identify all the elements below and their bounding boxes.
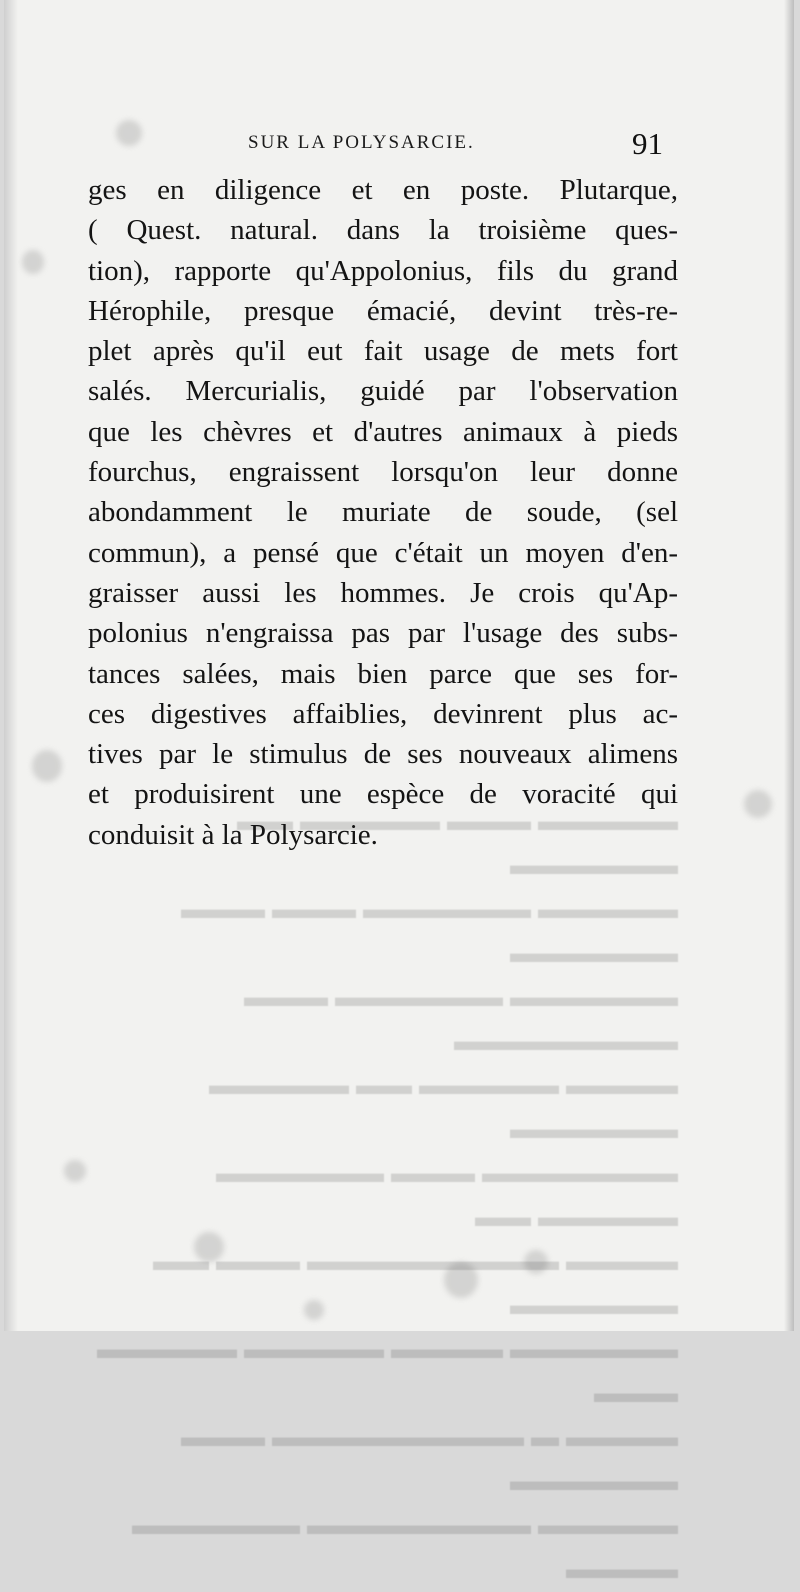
text-line: commun), a pensé que c'était un moyen d'en- xyxy=(88,536,678,569)
text-line: conduisit à la Polysarcie. xyxy=(88,818,378,851)
foxing-spot xyxy=(32,750,62,782)
text-line: abondamment le muriate de soude, (sel xyxy=(88,496,678,529)
text-line: tances salées, mais bien parce que ses for- xyxy=(88,657,678,690)
page-right-shadow xyxy=(784,0,794,1331)
text-line: tives par le stimulus de ses nouveaux alimens xyxy=(88,738,678,771)
foxing-spot xyxy=(524,1250,548,1274)
text-line: plet après qu'il eut fait usage de mets fort xyxy=(88,335,678,368)
page-left-shadow xyxy=(4,0,18,1331)
foxing-spot xyxy=(744,790,772,818)
foxing-spot xyxy=(304,1300,324,1320)
foxing-spot xyxy=(194,1232,224,1262)
body-text xyxy=(88,170,678,855)
foxing-spot xyxy=(64,1160,86,1182)
text-line: que les chèvres et d'autres animaux à pieds xyxy=(88,415,678,448)
text-line: graisser aussi les hommes. Je crois qu'Ap- xyxy=(88,576,678,609)
page-number: 91 xyxy=(632,126,663,161)
text-line: salés. Mercurialis, guidé par l'observation xyxy=(88,375,678,408)
page-header xyxy=(4,126,794,170)
show-through-text: ▬▬▬▬▬ ▬▬▬ ▬▬▬▬▬ ▬▬ ▬▬▬▬▬▬ ▬▬▬▬▬ ▬▬▬▬▬▬ ▬▬▬ ▬▬▬ ▬▬▬▬▬▬ ▬▬▬▬▬▬ ▬▬▬▬▬▬ ▬▬▬ ▬▬▬▬▬▬▬▬ ▬▬▬▬ ▬▬▬▬▬ ▬▬ ▬▬▬▬▬ ▬▬▬▬▬▬ ▬▬▬▬▬▬▬ ▬▬▬ ▬▬▬▬▬▬ ▬▬▬▬▬ ▬▬ ▬▬▬▬ ▬▬▬▬▬▬▬▬▬ ▬▬▬ ▬▬ ▬▬▬▬▬▬ ▬▬▬▬▬▬ ▬▬▬▬ ▬▬▬▬▬ ▬▬▬▬▬ ▬▬▬ ▬▬▬▬ ▬ ▬▬▬▬▬▬▬▬▬ ▬▬▬ ▬▬▬▬▬▬ ▬▬▬▬▬ ▬▬▬▬▬▬▬▬ ▬▬▬▬▬▬ ▬▬▬▬ xyxy=(97,806,678,1585)
text-line: Hérophile, presque émacié, devint très-re- xyxy=(88,294,678,327)
text-line: ces digestives affaiblies, devinrent plus ac- xyxy=(88,697,678,730)
text-line: ( Quest. natural. dans la troisième ques- xyxy=(88,214,678,247)
foxing-spot xyxy=(444,1262,478,1298)
foxing-spot xyxy=(22,250,44,274)
text-line: et produisirent une espèce de voracité qui xyxy=(88,778,678,811)
running-head: SUR LA POLYSARCIE. xyxy=(248,132,475,153)
text-line: tion), rapporte qu'Appolonius, fils du grand xyxy=(88,254,678,287)
book-page xyxy=(4,0,794,1585)
text-line: ges en diligence et en poste. Plutarque, xyxy=(88,174,678,206)
text-line: polonius n'engraissa pas par l'usage des subs- xyxy=(88,617,678,650)
text-line: fourchus, engraissent lorsqu'on leur donne xyxy=(88,456,678,489)
